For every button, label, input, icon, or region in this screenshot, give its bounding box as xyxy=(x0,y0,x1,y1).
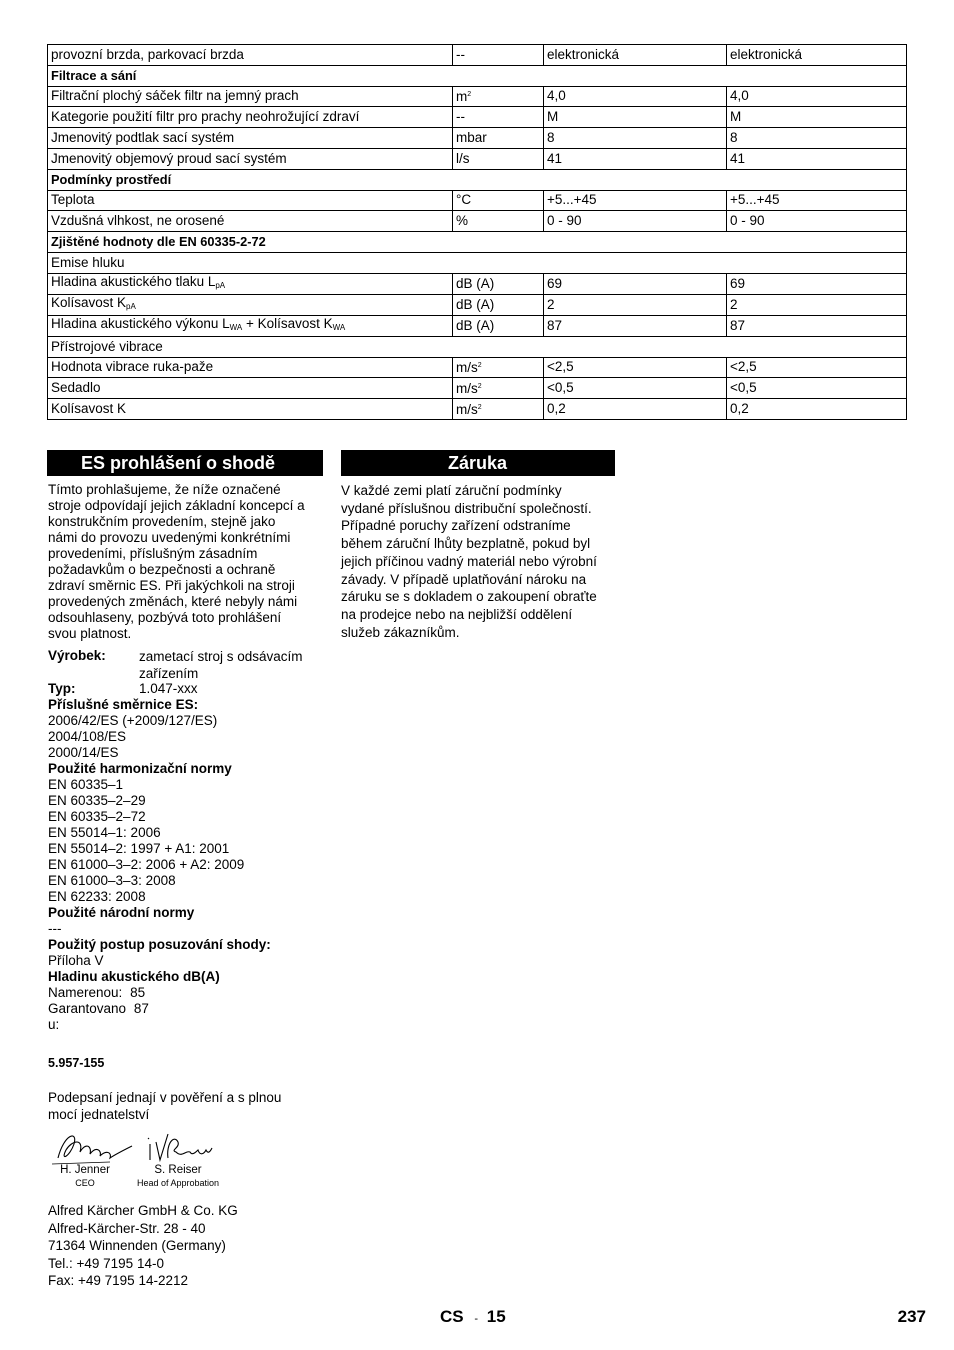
value-cell-2: 87 xyxy=(727,315,907,336)
value-cell-1: +5...+45 xyxy=(544,190,727,211)
product-value-line1: zametací stroj s odsávacím xyxy=(139,649,303,664)
es-declaration-body xyxy=(48,482,333,1033)
footer-sep: - xyxy=(474,1313,479,1325)
signed-statement-line: mocí jednatelství xyxy=(48,1107,150,1122)
guaranteed-row xyxy=(48,1001,333,1017)
directive-item: 2004/108/ES xyxy=(48,729,127,744)
table-row xyxy=(48,169,907,190)
signer2-name: S. Reiser xyxy=(154,1164,202,1176)
warranty-line: závady. V případě uplatňování nároku na xyxy=(341,571,587,587)
guaranteed-value: 87 xyxy=(133,1001,149,1016)
harmonized-standard-item: EN 61000–3–3: 2008 xyxy=(48,873,176,888)
harmonized-label: Použité harmonizační normy xyxy=(48,761,232,776)
es-declaration-heading-text: ES prohlášení o shodě xyxy=(81,453,276,473)
harmonized-standard-item: EN 60335–2–72 xyxy=(48,809,146,824)
table-row xyxy=(48,65,907,86)
warranty-line: záruku se s dokladem o zakoupení obraťte xyxy=(341,589,597,605)
value-cell-1: 0,2 xyxy=(544,399,727,420)
value-cell-2: <0,5 xyxy=(727,378,907,399)
table-row xyxy=(48,190,907,211)
parameter-label: Jmenovitý podtlak sací systém xyxy=(48,128,453,149)
table-row xyxy=(48,399,907,420)
table-row xyxy=(48,45,907,66)
table-row xyxy=(48,128,907,149)
address-line: Tel.: +49 7195 14-0 xyxy=(48,1255,164,1271)
value-cell-2: 41 xyxy=(727,148,907,169)
unit-cell: % xyxy=(453,211,544,232)
type-label: Typ: xyxy=(48,681,76,696)
parameter-label: Kolísavost $K_{pA}$ xyxy=(48,294,453,315)
signer2-role: Head of Approbation xyxy=(136,1178,220,1188)
product-value xyxy=(139,648,333,681)
value-cell-2: 0,2 xyxy=(727,399,907,420)
footer-page-number: 237 xyxy=(897,1307,926,1326)
national-value: --- xyxy=(48,921,62,936)
signer1-name: H. Jenner xyxy=(60,1164,110,1176)
es-declaration-heading xyxy=(47,450,323,476)
procedure-value: Příloha V xyxy=(48,953,104,968)
value-cell-1: 4,0 xyxy=(544,86,727,107)
warranty-line: jejich příčinou vadný materiál nebo výrobní xyxy=(341,553,597,569)
value-cell-2: elektronická xyxy=(727,45,907,66)
warranty-line: Případné poruchy zařízení odstraníme xyxy=(341,518,571,534)
harmonized-standard-item: EN 62233: 2008 xyxy=(48,889,146,904)
parameter-label: Kolísavost K xyxy=(48,399,453,420)
guaranteed-label: Garantovano xyxy=(48,1001,127,1016)
parameter-label: Filtrační plochý sáček filtr na jemný prach xyxy=(48,86,453,107)
noise-label: Hladinu akustického dB(A) xyxy=(48,969,220,984)
footer-local-page: 15 xyxy=(486,1307,506,1326)
harmonized-standard-item: EN 60335–2–29 xyxy=(48,793,146,808)
es-intro-line: svou platnost. xyxy=(48,626,132,641)
type-row xyxy=(48,681,333,697)
signer1 xyxy=(50,1164,120,1190)
value-cell-2: 4,0 xyxy=(727,86,907,107)
measured-label: Namerenou: xyxy=(48,985,123,1000)
guaranteed-continuation: u: xyxy=(48,1017,60,1032)
unit-cell: mbar xyxy=(453,128,544,149)
es-intro-line: stroje odpovídají jejich základní koncepcí a xyxy=(48,498,305,513)
warranty-line: služeb zákazníkům. xyxy=(341,624,460,640)
value-cell-1: 0 - 90 xyxy=(544,211,727,232)
es-intro-line: Tímto prohlašujeme, že níže označené xyxy=(48,482,281,497)
es-intro-line: provedených změnách, které nebyly námi xyxy=(48,594,298,609)
es-intro-line: provedeními, příslušným zásadním xyxy=(48,546,258,561)
parameter-label: provozní brzda, parkovací brzda xyxy=(48,45,453,66)
value-cell-2: 8 xyxy=(727,128,907,149)
value-cell-1: 8 xyxy=(544,128,727,149)
measured-row xyxy=(48,985,333,1001)
parameter-label: Vzdušná vlhkost, ne orosené xyxy=(48,211,453,232)
subsection-heading: Emise hluku xyxy=(48,252,907,273)
directive-item: 2000/14/ES xyxy=(48,745,119,760)
value-cell-2: <2,5 xyxy=(727,357,907,378)
table-row xyxy=(48,148,907,169)
harmonized-standard-item: EN 55014–2: 1997 + A1: 2001 xyxy=(48,841,230,856)
national-label: Použité národní normy xyxy=(48,905,195,920)
directive-item: 2006/42/ES (+2009/127/ES) xyxy=(48,713,218,728)
es-intro-line: konstrukčním provedením, stejně jako xyxy=(48,514,276,529)
table-row xyxy=(48,315,907,336)
parameter-label: Hladina akustického výkonu $L_{WA}$ + Kolísavost $K_{WA}$ xyxy=(48,315,453,336)
parameter-label: Sedadlo xyxy=(48,378,453,399)
harmonized-standard-item: EN 55014–1: 2006 xyxy=(48,825,161,840)
warranty-line: V každé zemi platí záruční podmínky xyxy=(341,483,562,498)
parameter-label: Teplota xyxy=(48,190,453,211)
footer-lang: CS xyxy=(440,1307,464,1326)
warranty-heading xyxy=(341,450,615,476)
signature-s-reiser xyxy=(146,1130,216,1166)
es-intro-line: odsouhlaseny, pozbývá toto prohlášení xyxy=(48,610,282,625)
warranty-line: vydané příslušnou distribuční společností. xyxy=(341,500,592,516)
value-cell-1: M xyxy=(544,107,727,128)
harmonized-list xyxy=(48,777,333,905)
table-row xyxy=(48,86,907,107)
section-heading: Podmínky prostředí xyxy=(48,169,907,190)
warranty-body xyxy=(341,482,626,641)
value-cell-1: <2,5 xyxy=(544,357,727,378)
section-heading: Zjištěné hodnoty dle EN 60335-2-72 xyxy=(48,232,907,253)
product-row xyxy=(48,648,333,681)
harmonized-standard-item: EN 61000–3–2: 2006 + A2: 2009 xyxy=(48,857,245,872)
document-number: 5.957-155 xyxy=(48,1056,105,1070)
type-value: 1.047-xxx xyxy=(139,681,198,696)
value-cell-2: 2 xyxy=(727,294,907,315)
directives-list xyxy=(48,713,333,761)
parameter-label: Kategorie použití filtr pro prachy neohrožující zdraví xyxy=(48,107,453,128)
harmonized-standard-item: EN 60335–1 xyxy=(48,777,124,792)
company-address xyxy=(48,1202,238,1290)
product-label: Výrobek: xyxy=(48,648,106,663)
unit-cell: $m^2$ xyxy=(453,86,544,107)
warranty-heading-text: Záruka xyxy=(448,453,508,473)
table-row xyxy=(48,357,907,378)
value-cell-1: 69 xyxy=(544,273,727,294)
table-row xyxy=(48,232,907,253)
unit-cell: dB (A) xyxy=(453,294,544,315)
signed-statement-line: Podepsaní jednají v pověření a s plnou xyxy=(48,1090,282,1105)
signer1-role: CEO xyxy=(75,1178,95,1188)
unit-cell: °C xyxy=(453,190,544,211)
table-row xyxy=(48,107,907,128)
value-cell-1: elektronická xyxy=(544,45,727,66)
warranty-line: na prodejce nebo na nejbližší oddělení xyxy=(341,606,573,622)
directives-label: Příslušné směrnice ES: xyxy=(48,697,199,712)
unit-cell: $m/s^2$ xyxy=(453,399,544,420)
unit-cell: $m/s^2$ xyxy=(453,357,544,378)
parameter-label: Jmenovitý objemový proud sací systém xyxy=(48,148,453,169)
address-line: Alfred Kärcher GmbH & Co. KG xyxy=(48,1203,238,1218)
value-cell-1: 87 xyxy=(544,315,727,336)
parameter-label: Hladina akustického tlaku $L_{pA}$ xyxy=(48,273,453,294)
value-cell-1: 41 xyxy=(544,148,727,169)
address-line: Alfred-Kärcher-Str. 28 - 40 xyxy=(48,1220,206,1236)
unit-cell: -- xyxy=(453,107,544,128)
footer-page-label xyxy=(440,1307,506,1327)
es-intro xyxy=(48,482,333,642)
es-intro-line: požadavkům o bezpečnosti a ochraně xyxy=(48,562,276,577)
unit-cell: dB (A) xyxy=(453,315,544,336)
value-cell-2: 0 - 90 xyxy=(727,211,907,232)
unit-cell: -- xyxy=(453,45,544,66)
value-cell-2: 69 xyxy=(727,273,907,294)
signature-h-jenner xyxy=(50,1128,140,1168)
table-row xyxy=(48,211,907,232)
unit-cell: dB (A) xyxy=(453,273,544,294)
technical-data-table xyxy=(47,44,907,420)
table-row xyxy=(48,273,907,294)
table-row xyxy=(48,378,907,399)
unit-cell: l/s xyxy=(453,148,544,169)
procedure-label: Použitý postup posuzování shody: xyxy=(48,937,271,952)
es-intro-line: námi do provozu uvedenými konkrétními xyxy=(48,530,291,545)
value-cell-1: <0,5 xyxy=(544,378,727,399)
subsection-heading: Přístrojové vibrace xyxy=(48,336,907,357)
value-cell-1: 2 xyxy=(544,294,727,315)
signer2 xyxy=(132,1164,224,1190)
signed-statement xyxy=(48,1089,333,1123)
table-row xyxy=(48,294,907,315)
es-intro-line: zdraví směrnic ES. Při jakýchkoli na stroji xyxy=(48,578,295,593)
value-cell-2: M xyxy=(727,107,907,128)
table-row xyxy=(48,336,907,357)
value-cell-2: +5...+45 xyxy=(727,190,907,211)
measured-value: 85 xyxy=(130,985,146,1000)
product-value-line2: zařízením xyxy=(139,666,199,681)
warranty-line: během záruční lhůty bezplatně, pokud byl xyxy=(341,536,591,552)
address-line: Fax: +49 7195 14-2212 xyxy=(48,1273,188,1288)
table-row xyxy=(48,252,907,273)
address-line: 71364 Winnenden (Germany) xyxy=(48,1238,226,1253)
section-heading: Filtrace a sání xyxy=(48,65,907,86)
parameter-label: Hodnota vibrace ruka-paže xyxy=(48,357,453,378)
unit-cell: $m/s^2$ xyxy=(453,378,544,399)
